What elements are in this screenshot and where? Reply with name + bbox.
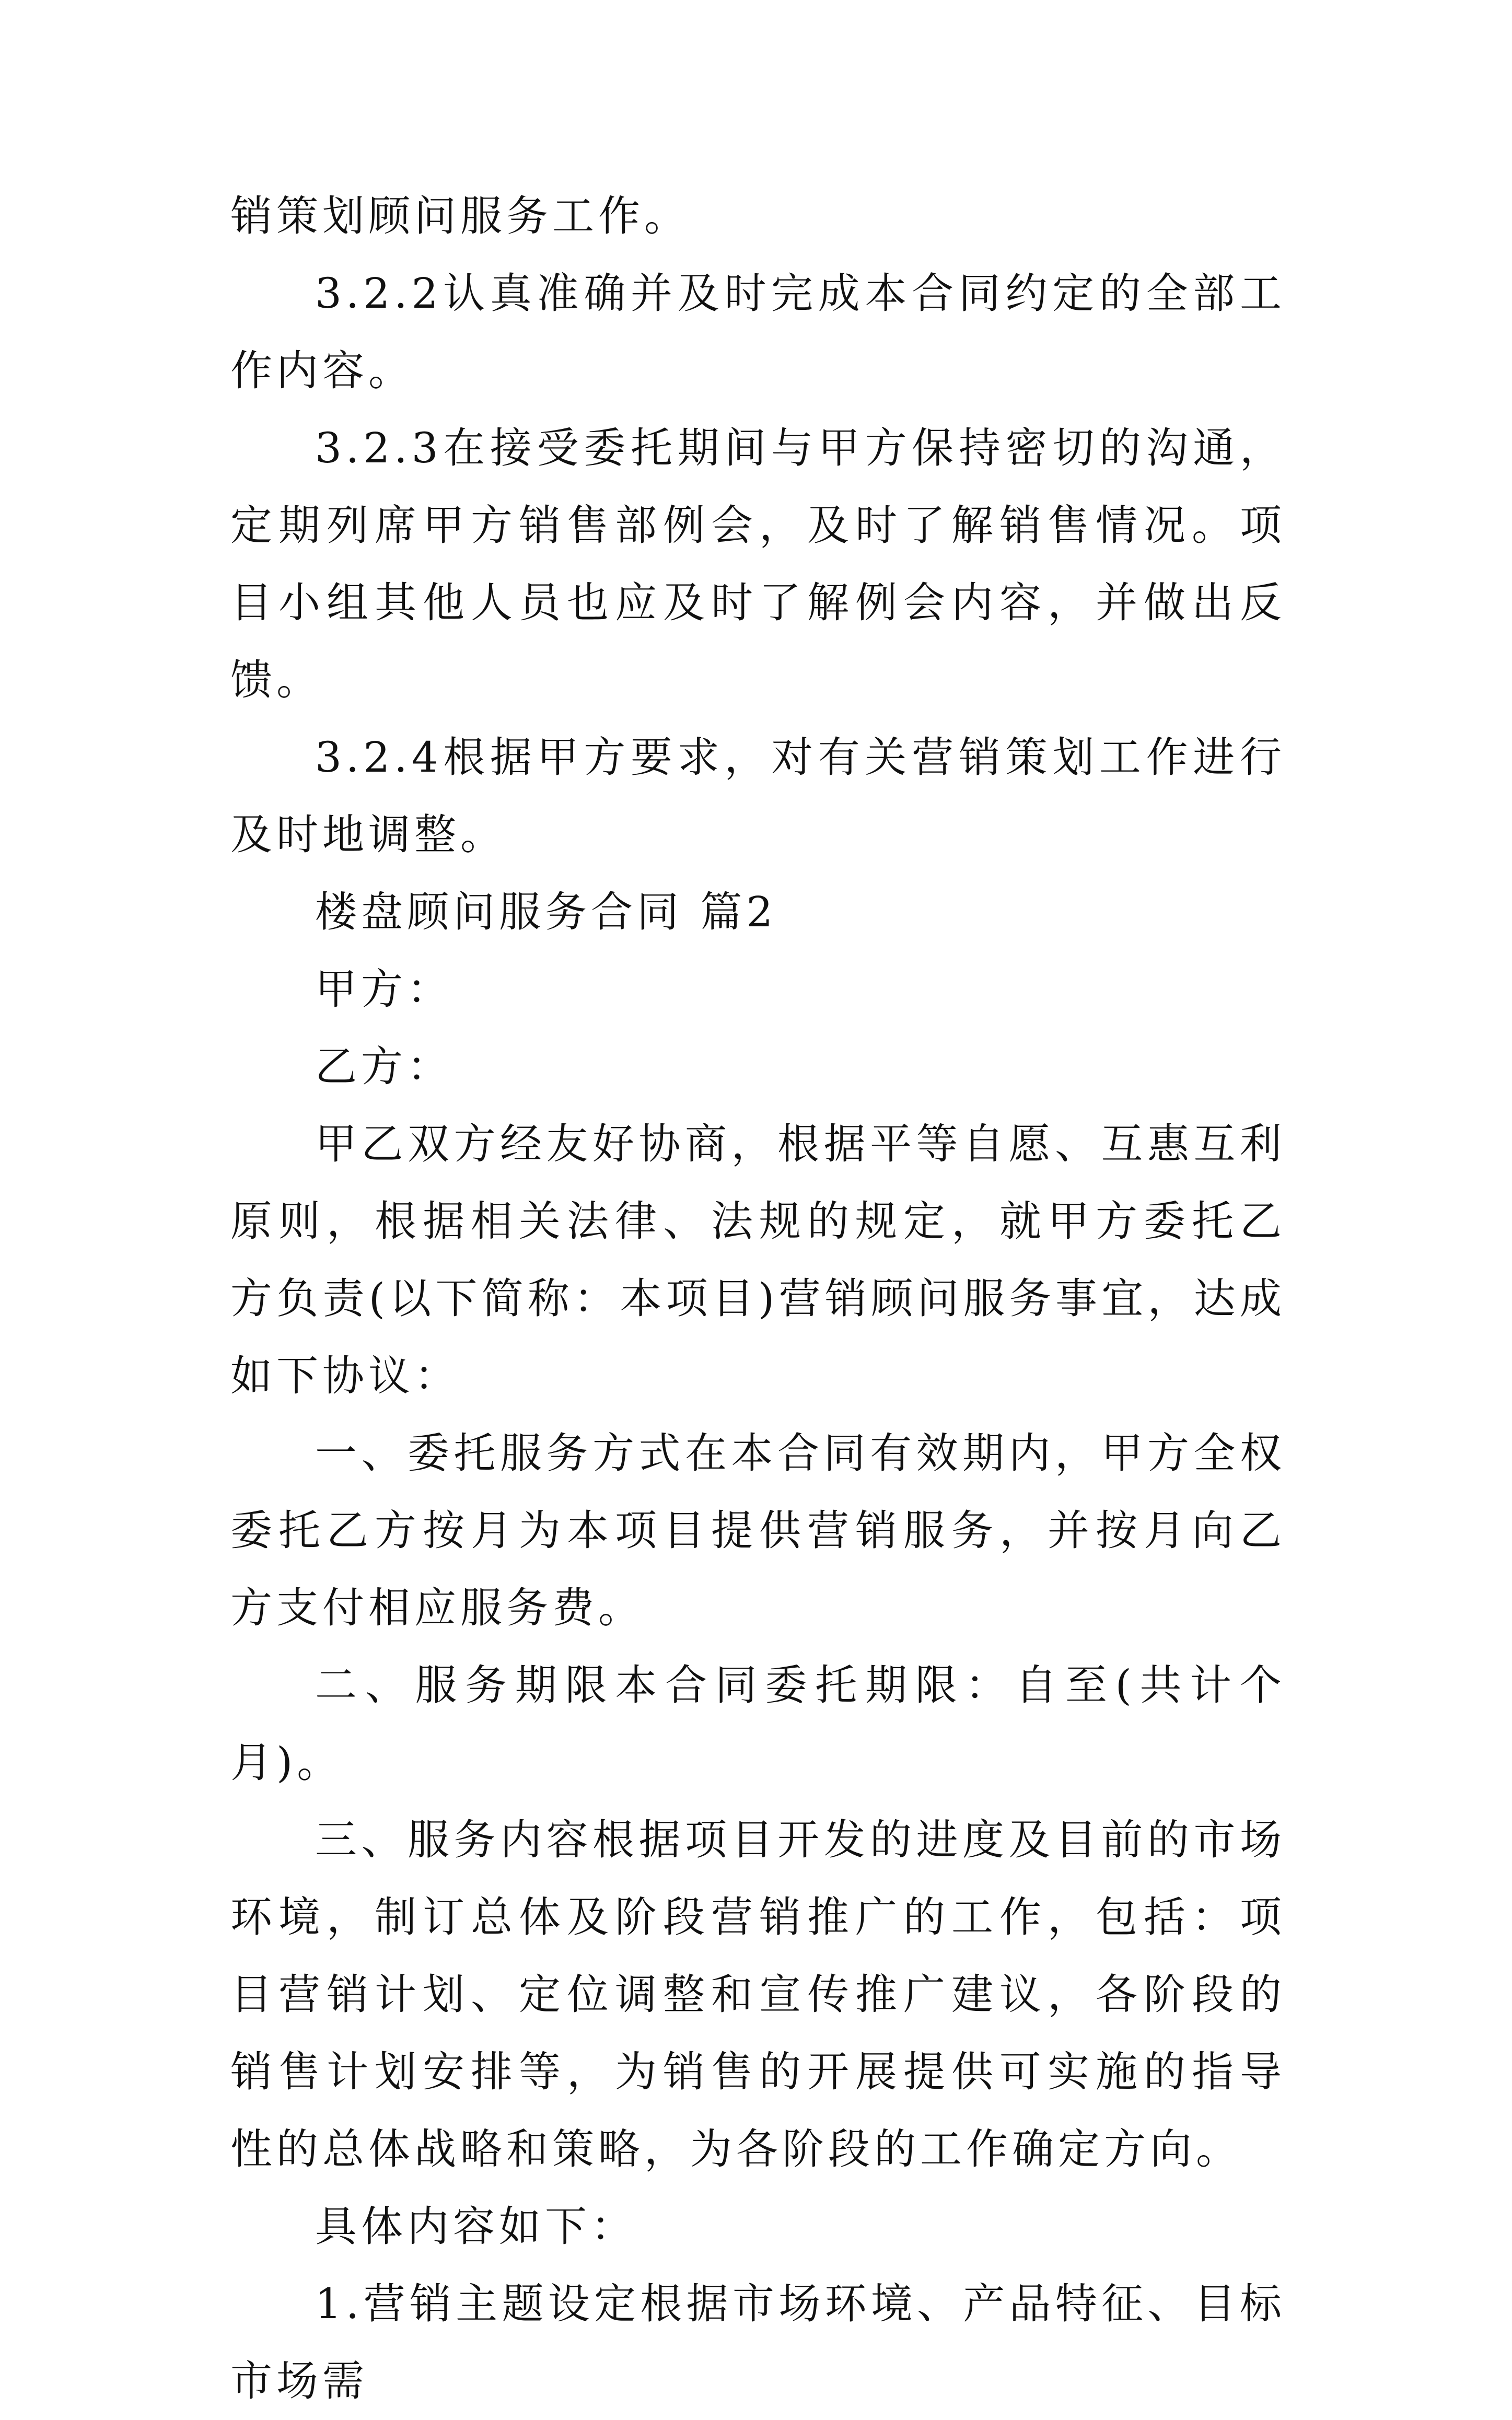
party-b-label: 乙方： — [315, 1042, 453, 1091]
paragraph-continuation: 销策划顾问服务工作。 — [230, 192, 690, 240]
item-1-marketing-theme: 1.营销主题设定根据市场环境、产品特征、目标市场需 — [230, 2279, 1286, 2405]
party-a-label: 甲方： — [315, 965, 453, 1014]
section-title: 楼盘顾问服务合同 篇2 — [315, 888, 777, 936]
clause-3-2-3: 3.2.3在接受委托期间与甲方保持密切的沟通，定期列席甲方销售部例会，及时了解销售情况。项目小组其他人员也应及时了解例会内容，并做出反馈。 — [230, 424, 1286, 704]
clause-three-service-content: 三、服务内容根据项目开发的进度及目前的市场环境，制订总体及阶段营销推广的工作，包括：项目营销计划、定位调整和宣传推广建议，各阶段的销售计划安排等，为销售的开展提供可实施的指导性的总体战略和策略，为各阶段的工作确定方向。 — [230, 1816, 1286, 2173]
document-body — [230, 178, 1286, 2420]
clause-3-2-2: 3.2.2认真准确并及时完成本合同约定的全部工作内容。 — [230, 269, 1286, 395]
clause-one-service-method: 一、委托服务方式在本合同有效期内，甲方全权委托乙方按月为本项目提供营销服务，并按月向乙方支付相应服务费。 — [230, 1429, 1286, 1632]
preamble-paragraph: 甲乙双方经友好协商，根据平等自愿、互惠互利原则，根据相关法律、法规的规定，就甲方委托乙方负责(以下简称：本项目)营销顾问服务事宜，达成如下协议： — [230, 1120, 1286, 1400]
clause-3-2-4: 3.2.4根据甲方要求，对有关营销策划工作进行及时地调整。 — [230, 733, 1286, 859]
details-heading: 具体内容如下： — [315, 2202, 637, 2251]
clause-two-service-term: 二、服务期限本合同委托期限：自至(共计个月)。 — [230, 1661, 1286, 1787]
